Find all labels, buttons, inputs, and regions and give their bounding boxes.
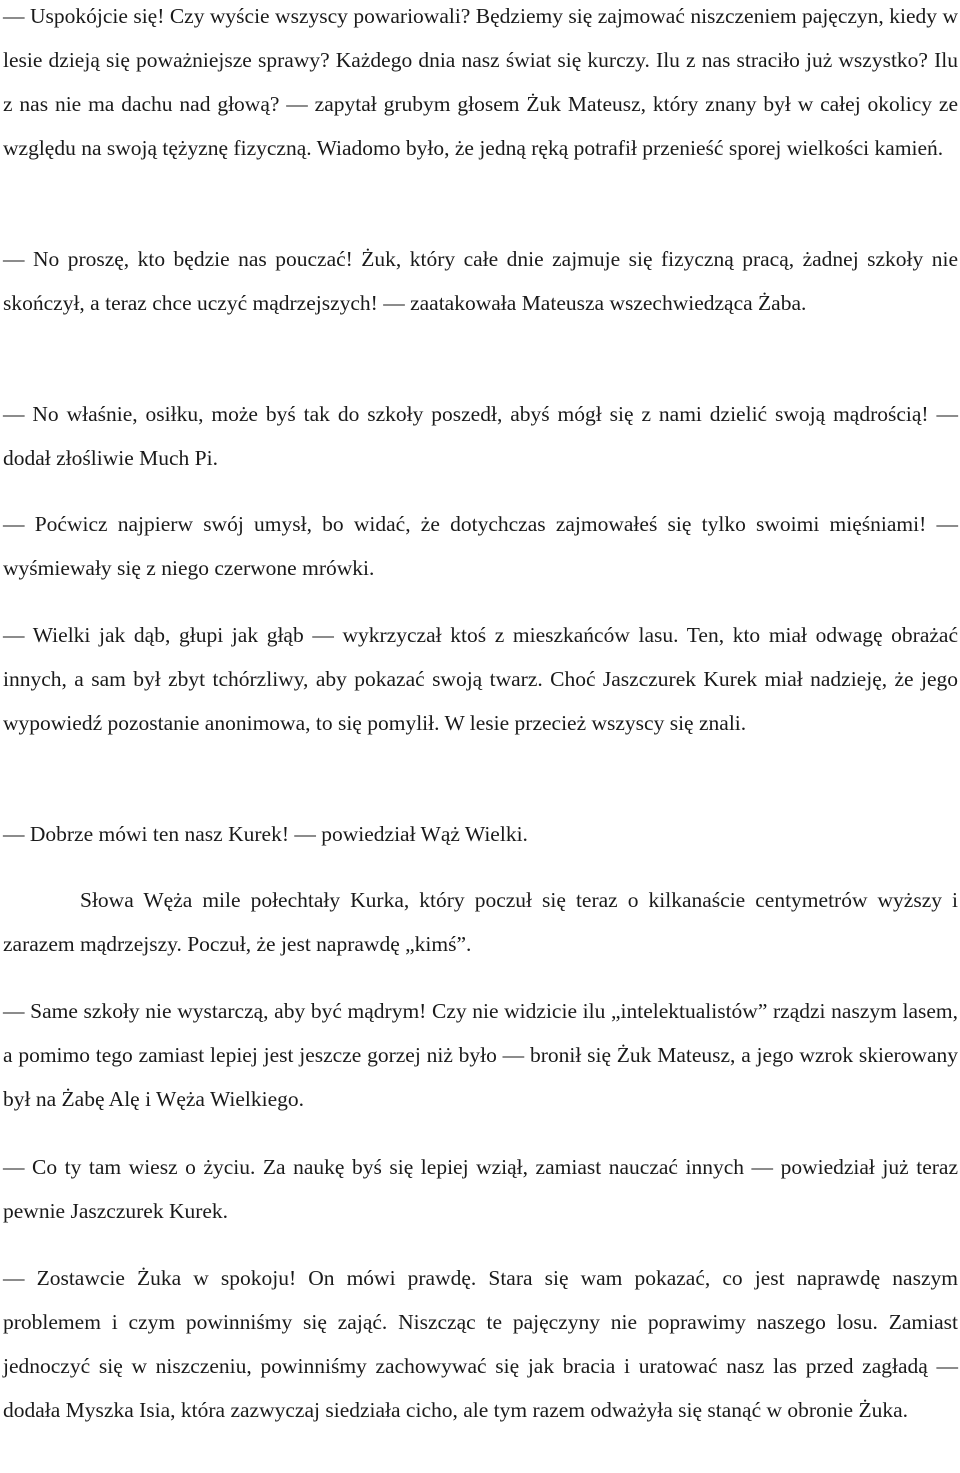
paragraph: — Zostawcie Żuka w spokoju! On mówi prawdę. Stara się wam pokazać, co jest naprawdę naszym problemem i czym powinniśmy się zająć. Niszcząc te pajęczyny nie poprawimy naszego losu. Zamiast jednoczyć się w niszczeniu, powinniśmy zachowywać się jak bracia i uratować nasz las przed zagładą — dodała Myszka Isia, która zazwyczaj siedziała cicho, ale tym razem odważyła się stanąć w obronie Żuka.	[3, 1266, 958, 1422]
paragraph: — Uspokójcie się! Czy wyście wszyscy powariowali? Będziemy się zajmować niszczeniem pajęczyn, kiedy w lesie dzieją się poważniejsze sprawy? Każdego dnia nasz świat się kurczy. Ilu z nas straciło już wszystko? Ilu z nas nie ma dachu nad głową? — zapytał grubym głosem Żuk Mateusz, który znany był w całej okolicy ze względu na swoją tężyznę fizyczną. Wiadomo było, że jedną ręką potrafił przenieść sporej wielkości kamień.	[3, 4, 958, 160]
paragraph: Słowa Węża mile połechtały Kurka, który poczuł się teraz o kilkanaście centymetrów wyższy i zarazem mądrzejszy. Poczuł, że jest naprawdę „kimś”.	[3, 888, 958, 956]
paragraph: — Poćwicz najpierw swój umysł, bo widać, że dotychczas zajmowałeś się tylko swoimi mięśniami! — wyśmiewały się z niego czerwone mrówki.	[3, 512, 958, 580]
paragraph: — Wielki jak dąb, głupi jak głąb — wykrzyczał ktoś z mieszkańców lasu. Ten, kto miał odwagę obrażać innych, a sam był zbyt tchórzliwy, aby pokazać swoją twarz. Choć Jaszczurek Kurek miał nadzieję, że jego wypowiedź pozostanie anonimowa, to się pomylił. W lesie przecież wszyscy się znali.	[3, 623, 958, 735]
paragraph: — No właśnie, osiłku, może byś tak do szkoły poszedł, abyś mógł się z nami dzielić swoją mądrością! — dodał złośliwie Much Pi.	[3, 402, 958, 470]
paragraph: — Co ty tam wiesz o życiu. Za naukę byś się lepiej wziął, zamiast nauczać innych — powiedział już teraz pewnie Jaszczurek Kurek.	[3, 1155, 958, 1223]
paragraph: — Same szkoły nie wystarczą, aby być mądrym! Czy nie widzicie ilu „intelektualistów” rządzi naszym lasem, a pomimo tego zamiast lepiej jest jeszcze gorzej niż było — bronił się Żuk Mateusz, a jego wzrok skierowany był na Żabę Alę i Węża Wielkiego.	[3, 999, 958, 1111]
paragraph: — No proszę, kto będzie nas pouczać! Żuk, który całe dnie zajmuje się fizyczną pracą, żadnej szkoły nie skończył, a teraz chce uczyć mądrzejszych! — zaatakowała Mateusza wszechwiedząca Żaba.	[3, 247, 958, 315]
paragraph: — Dobrze mówi ten nasz Kurek! — powiedział Wąż Wielki.	[3, 822, 528, 846]
